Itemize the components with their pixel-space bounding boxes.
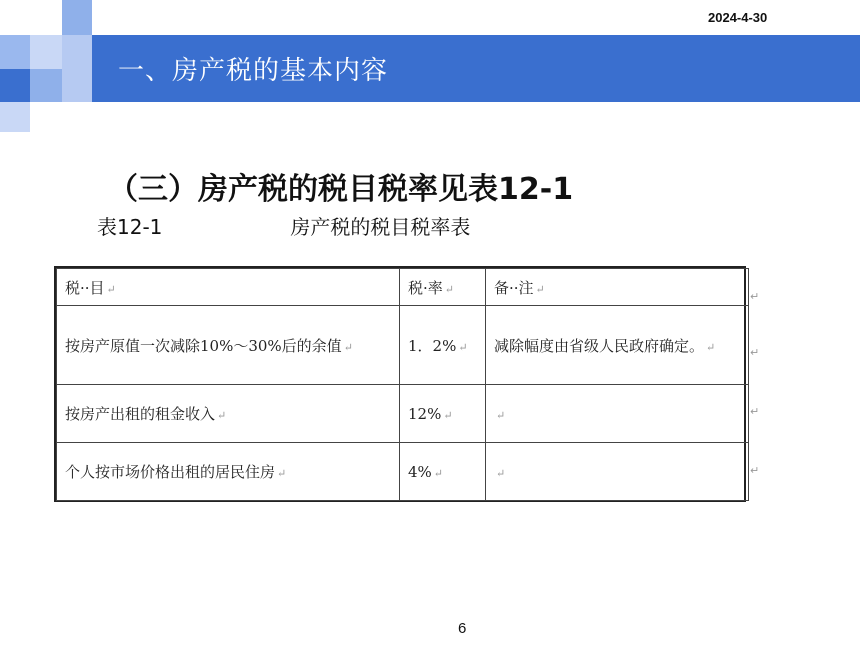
column-header: 备··注 ↵: [486, 269, 749, 306]
table-cell: 12% ↵: [400, 385, 486, 443]
column-header: 税·率 ↵: [400, 269, 486, 306]
table-cell: 1．2% ↵: [400, 306, 486, 385]
section-subtitle: （三）房产税的税目税率见表12-1: [108, 172, 574, 207]
table-row: [57, 306, 749, 385]
page-number: 6: [458, 620, 467, 637]
table-cell: 减除幅度由省级人民政府确定。 ↵: [486, 306, 749, 385]
decor-square: [62, 35, 92, 102]
row-end-mark: ↵: [750, 346, 760, 359]
table-row: [57, 385, 749, 443]
table-cell: 按房产原值一次减除10%～30%后的余值 ↵: [57, 306, 400, 385]
table-cell: 按房产出租的租金收入 ↵: [57, 385, 400, 443]
table-name: 房产税的税目税率表: [290, 215, 471, 239]
table-row: [57, 443, 749, 501]
row-end-mark: ↵: [750, 290, 760, 303]
decor-square: [0, 35, 30, 69]
decor-square: [0, 102, 30, 132]
decor-square: [62, 0, 92, 36]
decor-square: [30, 69, 62, 102]
table-cell: 个人按市场价格出租的居民住房 ↵: [57, 443, 400, 501]
row-end-mark: ↵: [750, 405, 760, 418]
table-cell: ↵: [486, 443, 749, 501]
decor-square: [30, 35, 62, 69]
slide-date: 2024-4-30: [708, 10, 768, 25]
table-header-row: [57, 269, 749, 306]
table-caption: [97, 211, 470, 240]
table-cell: ↵: [486, 385, 749, 443]
table-cell: 4% ↵: [400, 443, 486, 501]
column-header: 税··目 ↵: [57, 269, 400, 306]
table-number: 表12-1: [97, 215, 163, 239]
tax-rate-table: [54, 266, 746, 502]
slide-title: 一、房产税的基本内容: [118, 56, 389, 86]
row-end-mark: ↵: [750, 464, 760, 477]
